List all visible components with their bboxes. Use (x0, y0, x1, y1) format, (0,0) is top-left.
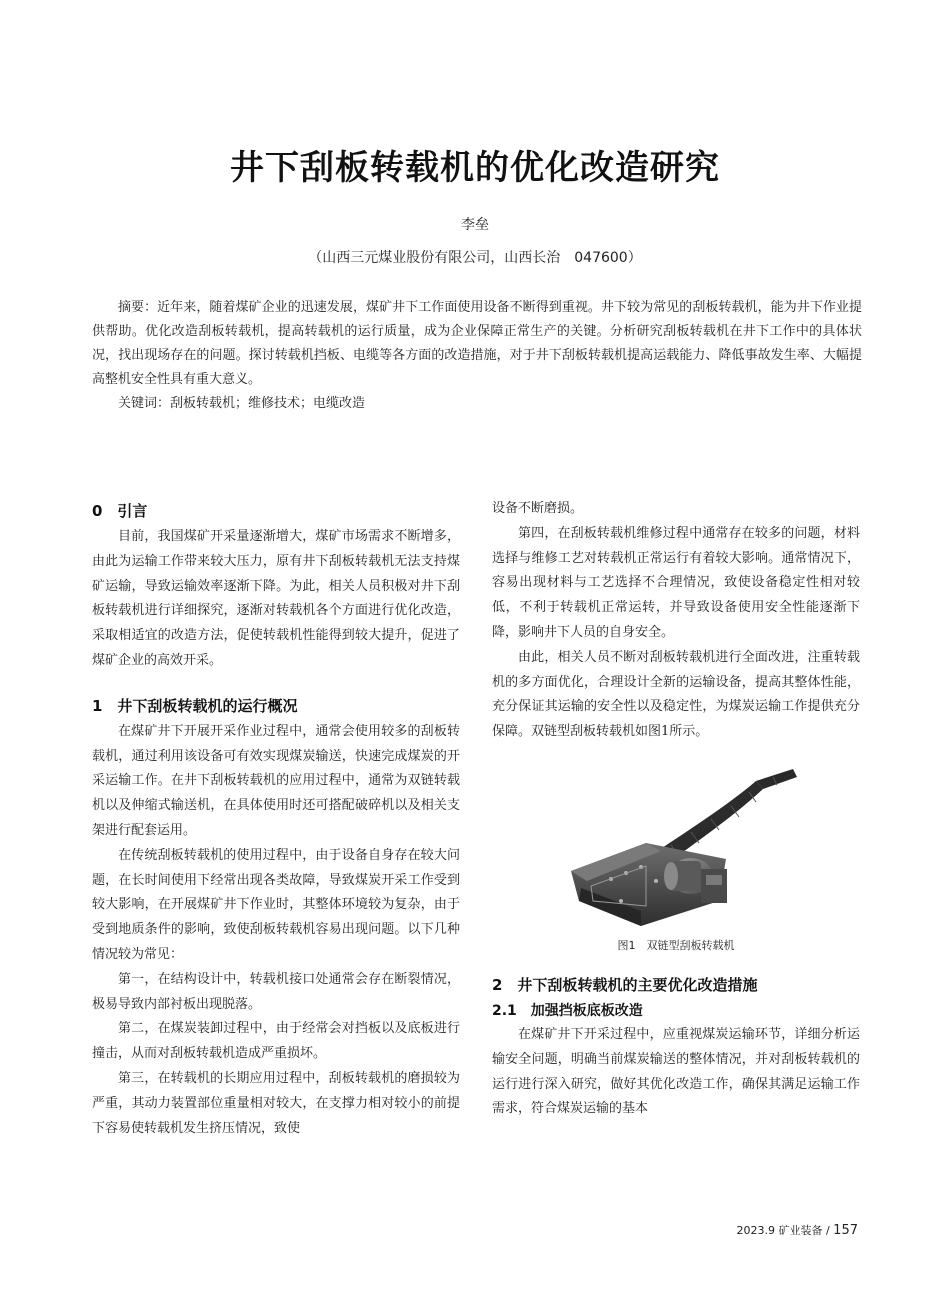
section-1-paragraph-4: 第二，在煤炭装卸过程中，由于经常会对挡板以及底板进行撞击，从而对刮板转载机造成严重损坏。 (92, 1021, 460, 1062)
abstract-label: 摘要： (118, 300, 158, 315)
section-0-paragraph-1: 目前，我国煤矿开采量逐渐增大，煤矿市场需求不断增多，由此为运输工作带来较大压力，原有井下刮板转载机无法支持煤矿运输，导致运输效率逐渐下降。为此，相关人员积极对井下刮板转载机进行详细探究，逐渐对转载机各个方面进行优化改造，采取相适宜的改造方法，促使转载机性能得到较大提升，促进了煤矿企业的高效开采。 (92, 529, 460, 668)
page-footer (736, 1222, 858, 1238)
section-1-paragraph-2: 在传统刮板转载机的使用过程中，由于设备自身存在较大问题，在长时间使用下经常出现各类故障，导致煤炭开采工作受到较大影响，在开展煤矿井下作业时，其整体环境较为复杂，由于受到地质条件的影响，致使刮板转载机容易出现问题。以下几种情况较为常见： (92, 847, 460, 962)
article-title: 井下刮板转载机的优化改造研究 (230, 148, 720, 188)
keywords-paragraph (92, 392, 862, 416)
section-1-heading: 1 井下刮板转载机的运行概况 (92, 696, 298, 715)
right-column (492, 497, 860, 1122)
section-2-1-paragraph-1: 在煤矿井下开采过程中，应重视煤炭运输环节，详细分析运输安全问题，明确当前煤炭输送的整体情况，并对刮板转载机的运行进行深入研究，做好其优化改造工作，确保其满足运输工作需求，符合煤炭运输的基本 (492, 1026, 860, 1117)
section-1-paragraph-3: 第一，在结构设计中，转载机接口处通常会存在断裂情况，极易导致内部衬板出现脱落。 (92, 971, 460, 1012)
abstract-block (92, 296, 862, 416)
section-1-paragraph-7: 由此，相关人员不断对刮板转载机进行全面改进，注重转载机的多方面优化，合理设计全新的运输设备，提高其整体性能，充分保证其运输的安全性以及稳定性，为煤炭运输工作提供充分保障。双链型刮板转载机如图1所示。 (492, 649, 860, 740)
section-2-1-heading: 2.1 加强挡板底板改造 (492, 1002, 643, 1019)
author-affiliation: （山西三元煤业股份有限公司，山西长治 047600） (308, 250, 642, 266)
page-number: 157 (833, 1223, 858, 1238)
section-0-heading: 0 引言 (92, 502, 148, 520)
continued-paragraph: 设备不断磨损。 (492, 501, 584, 516)
section-1-paragraph-6: 第四，在刮板转载机维修过程中通常存在较多的问题，材料选择与维修工艺对转载机正常运行有着较大影响。通常情况下，容易出现材料与工艺选择不合理情况，致使设备稳定性相对较低，不利于转载机正常运转，并导致设备使用安全性能逐渐下降，影响井下人员的自身安全。 (492, 525, 860, 640)
section-2-heading: 2 井下刮板转载机的主要优化改造措施 (492, 975, 758, 994)
author-name: 李垒 (461, 217, 489, 233)
section-1-paragraph-1: 在煤矿井下开展开采作业过程中，通常会使用较多的刮板转载机，通过利用该设备可有效实现煤炭输送，快速完成煤炭的开采运输工作。在井下刮板转载机的应用过程中，通常为双链转载机以及伸缩式输送机，在具体使用时还可搭配破碎机以及相关支架进行配套运用。 (92, 723, 460, 838)
scraper-conveyor-image (551, 761, 801, 931)
figure-1-caption: 图1 双链型刮板转载机 (617, 938, 735, 952)
keywords-text: 刮板转载机；维修技术；电缆改造 (170, 396, 366, 411)
journal-issue: 2023.9 矿业装备 / (736, 1224, 830, 1237)
keywords-label: 关键词： (118, 396, 171, 411)
abstract-paragraph (92, 296, 862, 392)
figure-1 (492, 761, 860, 955)
abstract-text: 近年来，随着煤矿企业的迅速发展，煤矿井下工作面使用设备不断得到重视。井下较为常见的刮板转载机，能为井下作业提供帮助。优化改造刮板转载机，提高转载机的运行质量，成为企业保障正常生产的关键。分析研究刮板转载机在井下工作中的具体状况，找出现场存在的问题。探讨转载机挡板、电缆等各方面的改造措施，对于井下刮板转载机提高运载能力、降低事故发生率、大幅提高整机安全性具有重大意义。 (92, 300, 862, 387)
section-1-paragraph-5: 第三，在转载机的长期应用过程中，刮板转载机的磨损较为严重，其动力装置部位重量相对较大，在支撑力相对较小的前提下容易使转载机发生挤压情况，致使 (92, 1070, 460, 1136)
left-column (92, 497, 460, 1141)
